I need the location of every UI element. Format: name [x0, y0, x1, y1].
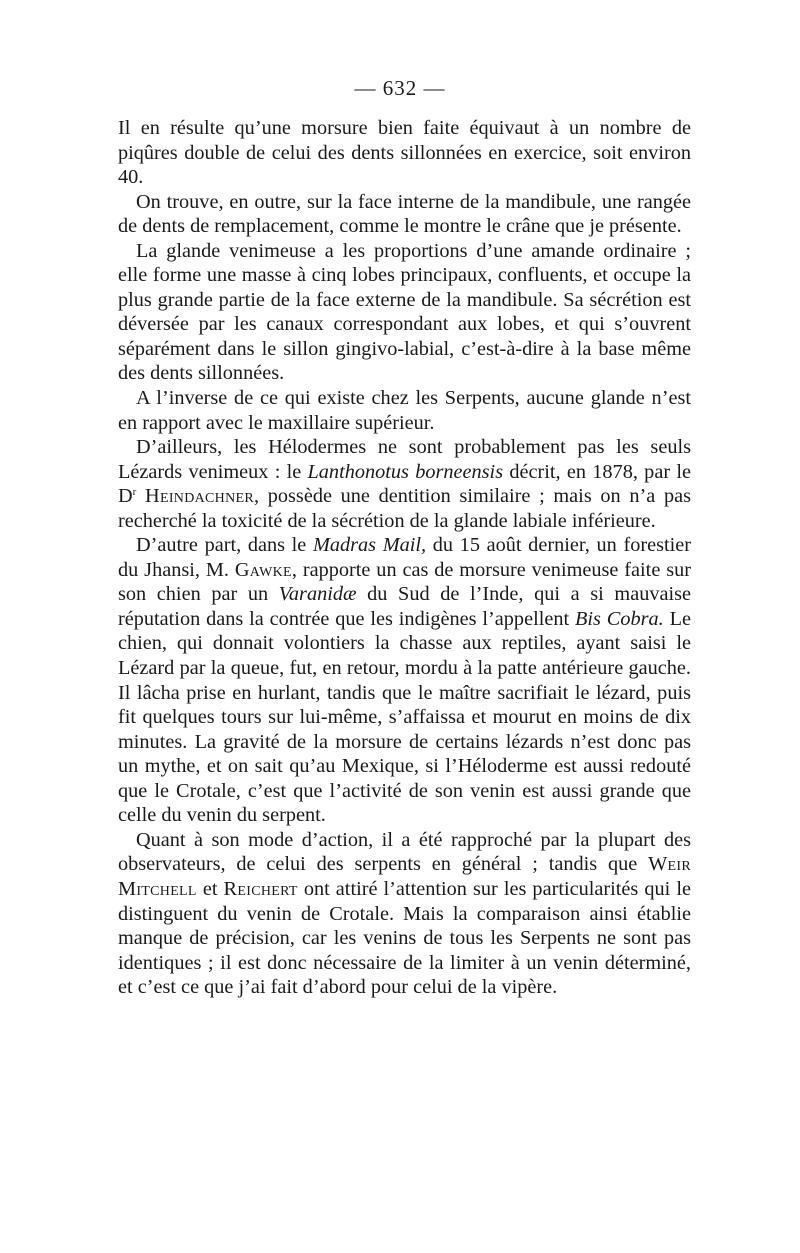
- paragraph-7-text-c: ont attiré l’attention sur les particularités qui le distinguent du venin de Crotale. Mais la comparaison ainsi établie manque de précision, car les venins de tous les Serpents ne sont pas identiques ; il est donc nécessaire de la limiter à un venin déterminé, et c’est ce que j’ai fait d’abord pour celui de la vipère.: [118, 877, 691, 999]
- paragraph-6-text-e: Le chien, qui donnait volontiers la chasse aux reptiles, ayant saisi le Lézard par la queue, fut, en retour, mordu à la patte antérieure gauche. Il lâcha prise en hurlant, tandis que le maître sacrifiait le lézard, puis fit quelques tours sur lui-même, s’affaissa et mourut en moins de dix minutes. La gravité de la morsure de certains lézards n’est donc pas un mythe, et on sait qu’au Mexique, si l’Héloderme est aussi redouté que le Crotale, c’est que l’activité de son venin est aussi grande que celle du venin du serpent.: [118, 607, 691, 827]
- paragraph-6-text-a: D’autre part, dans le: [136, 534, 313, 557]
- paragraph-5-text-b: décrit, en 1878, par le D: [118, 460, 691, 508]
- journal-name: Madras Mail,: [312, 534, 427, 557]
- author-gawke: Gawke: [234, 558, 292, 581]
- paragraph-2: On trouve, en outre, sur la face interne de la mandibule, une rangée de dents de remplacement, comme le montre le crâne que je présente.: [118, 190, 691, 238]
- author-weir-mitchell: Weir Mitchell: [118, 853, 691, 900]
- family-name: Varanidæ: [278, 583, 357, 606]
- paragraph-7-text-a: Quant à son mode d’action, il a été rapproché par la plupart des observateurs, de celui des serpents en général ; tandis que: [118, 828, 691, 876]
- paragraph-5-text-a: D’ailleurs, les Hélodermes ne sont probablement pas les seuls Lézards venimeux : le: [118, 436, 691, 483]
- page-number: — 632 —: [354, 76, 446, 100]
- paragraph-3: La glande venimeuse a les proportions d’une amande ordinaire ; elle forme une masse à cinq lobes principaux, confluents, et occupe la plus grande partie de la face externe de la mandibule. Sa sécrétion est déversée par les canaux correspondant aux lobes, et qui s’ouvrent séparément dans le sillon gingivo-labial, c’est-à-dire à la base même des dents sillonnées.: [118, 239, 691, 385]
- paragraph-7-text-b: et: [196, 877, 224, 900]
- author-reichert: Reichert: [223, 877, 298, 900]
- species-name: Lanthonotus borneensis: [307, 460, 504, 483]
- paragraph-6-text-b: du 15 août dernier, un forestier du Jhansi, M.: [118, 534, 692, 581]
- title-superscript: r: [132, 486, 137, 499]
- paragraph-6-text-d: du Sud de l’Inde, qui a si mauvaise réputation dans la contrée que les indigènes l’appellent: [118, 583, 692, 630]
- paragraph-5: [118, 435, 691, 533]
- paragraph-1: Il en résulte qu’une morsure bien faite équivaut à un nombre de piqûres double de celui des dents sillonnées en exercice, soit environ 40.: [118, 117, 691, 189]
- paragraph-6: [118, 533, 691, 828]
- paragraph-4: A l’inverse de ce qui existe chez les Serpents, aucune glande n’est en rapport avec le maxillaire supérieur.: [118, 387, 691, 434]
- body-text: [118, 116, 691, 1000]
- author-heindachner: Heindachner: [145, 485, 254, 508]
- paragraph-6-text-c: , rapporte un cas de morsure venimeuse faite sur son chien par un: [118, 558, 692, 606]
- paragraph-5-text-c: , possède une dentition similaire ; mais on n’a pas recherché la toxicité de la sécrétion de la glande labiale inférieure.: [118, 485, 691, 532]
- paragraph-7: [118, 828, 691, 1000]
- local-name: Bis Cobra.: [575, 607, 664, 630]
